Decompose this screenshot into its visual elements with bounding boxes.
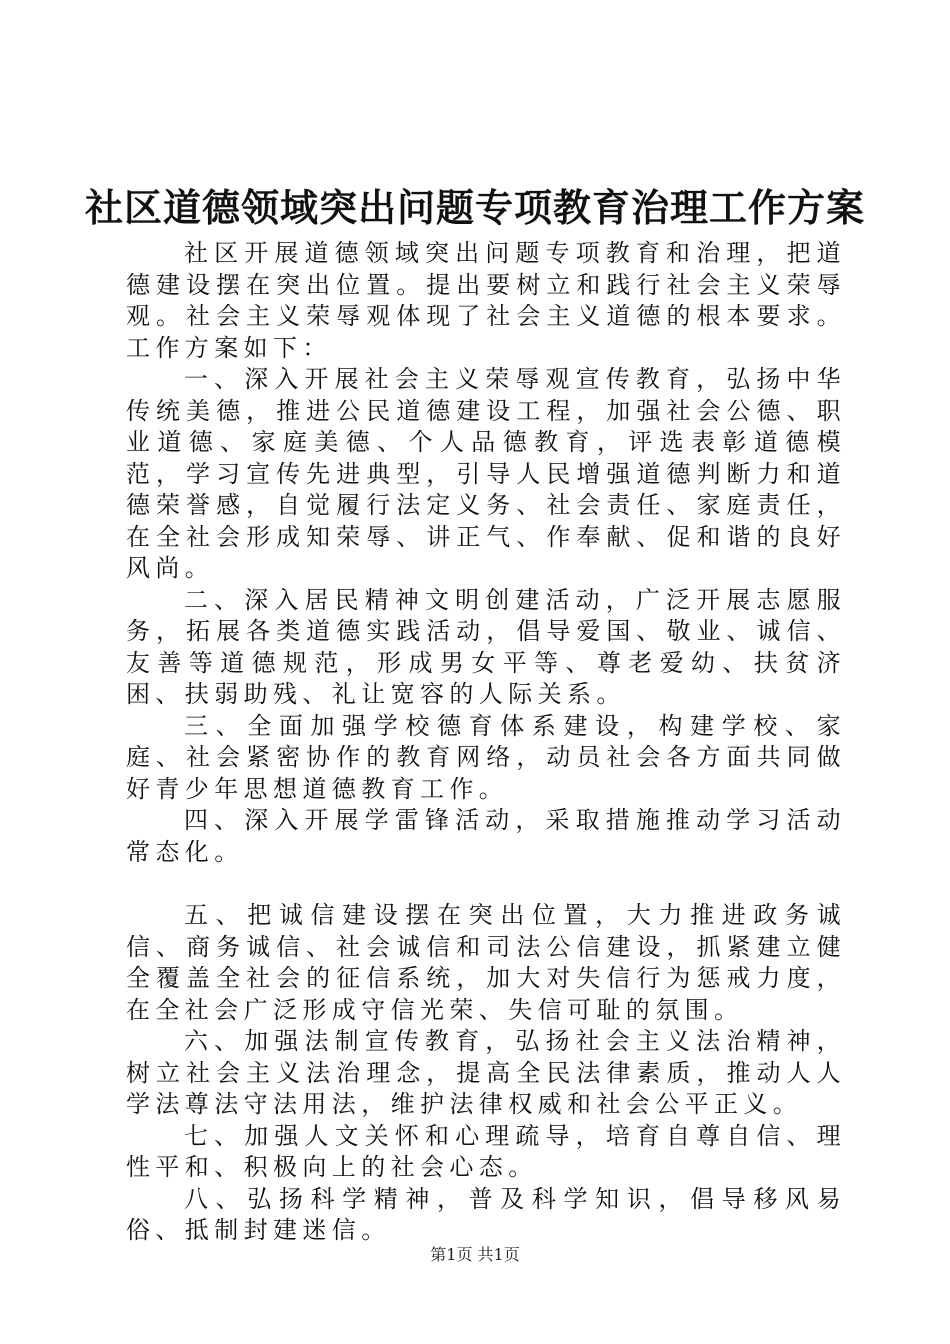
paragraph-item-5: 五、把诚信建设摆在突出位置，大力推进政务诚信、商务诚信、社会诚信和司法公信建设，抓紧建立健全覆盖全社会的征信系统，加大对失信行为惩戒力度，在全社会广泛形成守信光荣、失信可耻的氛围。 — [126, 901, 846, 1024]
paragraph-item-7: 七、加强人文关怀和心理疏导，培育自尊自信、理性平和、积极向上的社会心态。 — [126, 1121, 846, 1181]
paragraph-item-3: 三、全面加强学校德育体系建设，构建学校、家庭、社会紧密协作的教育网络，动员社会各方面共同做好青少年思想道德教育工作。 — [126, 711, 846, 803]
page-footer: 第1页 共1页 — [430, 1245, 520, 1264]
paragraph-item-6: 六、加强法制宣传教育，弘扬社会主义法治精神，树立社会主义法治理念，提高全民法律素质，推动人人学法尊法守法用法，维护法律权威和社会公平正义。 — [126, 1027, 846, 1118]
paragraph-item-2: 二、深入居民精神文明创建活动，广泛开展志愿服务，拓展各类道德实践活动，倡导爱国、敬业、诚信、友善等道德规范，形成男女平等、尊老爱幼、扶贫济困、扶弱助残、礼让宽容的人际关系。 — [126, 585, 846, 708]
paragraph-intro: 社区开展道德领域突出问题专项教育和治理，把道德建设摆在突出位置。提出要树立和践行社会主义荣辱观。社会主义荣辱观体现了社会主义道德的根本要求。工作方案如下： — [126, 239, 846, 362]
document-body — [126, 238, 846, 1247]
paragraph-item-8: 八、弘扬科学精神，普及科学知识，倡导移风易俗、抵制封建迷信。 — [126, 1184, 846, 1244]
paragraph-gap — [126, 868, 846, 900]
paragraph-item-1: 一、深入开展社会主义荣辱观宣传教育，弘扬中华传统美德，推进公民道德建设工程，加强社会公德、职业道德、家庭美德、个人品德教育，评选表彰道德模范，学习宣传先进典型，引导人民增强道德判断力和道德荣誉感，自觉履行法定义务、社会责任、家庭责任，在全社会形成知荣辱、讲正气、作奉献、促和谐的良好风尚。 — [126, 365, 846, 582]
paragraph-item-4: 四、深入开展学雷锋活动，采取措施推动学习活动常态化。 — [126, 806, 846, 866]
document-title: 社区道德领域突出问题专项教育治理工作方案 — [84, 185, 865, 230]
